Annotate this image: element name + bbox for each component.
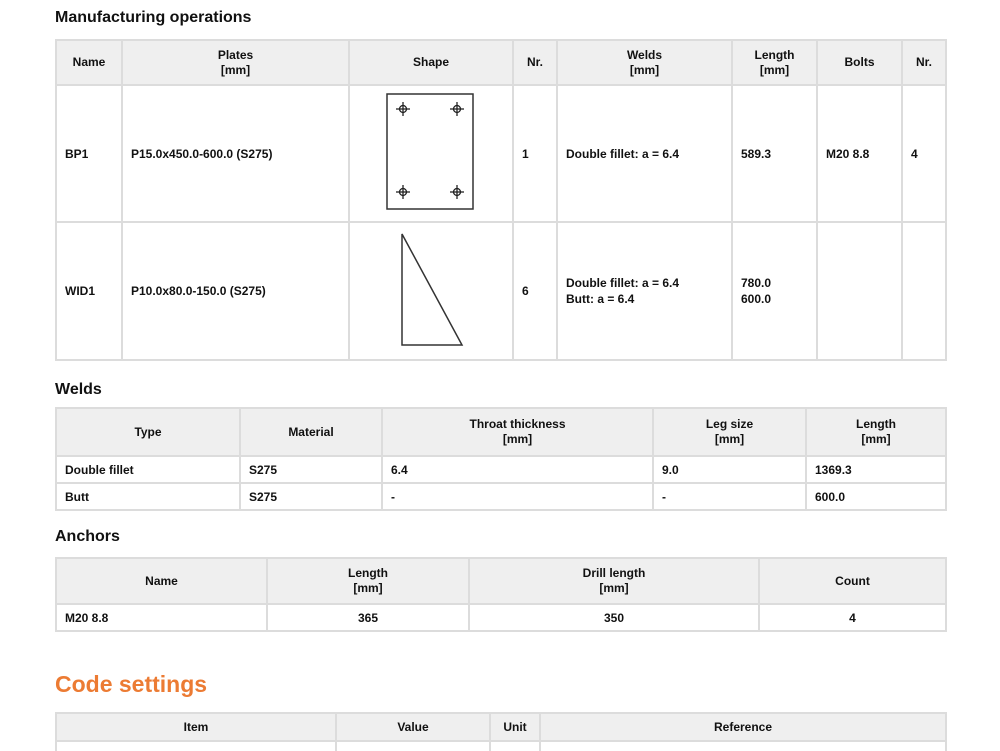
manufacturing-header-row [56, 40, 946, 85]
bolt-count: 4 [902, 85, 946, 222]
col-header-welds-line: [mm] [629, 62, 660, 77]
welds-title: Welds [55, 381, 102, 398]
welds-header-row [56, 408, 946, 456]
col-header-unit: Unit [490, 713, 540, 741]
table-row [56, 222, 946, 360]
weld-line: Double fillet: a = 6.4 [566, 146, 680, 161]
col-header-bolt-nr: Nr. [902, 40, 946, 85]
anchors-table [55, 557, 947, 632]
col-header-weld-length [806, 408, 946, 456]
triangle-plate-shape-icon [396, 232, 466, 348]
anchor-name: M20 8.8 [56, 604, 267, 631]
col-header-type: Type [56, 408, 240, 456]
weld-line: Butt: a = 6.4 [566, 292, 635, 306]
col-header-bolts: Bolts [817, 40, 902, 85]
col-header-leg-line: [mm] [714, 432, 745, 446]
col-header-length-line: [mm] [759, 62, 790, 77]
length-line: 780.0 [741, 276, 772, 290]
plate-name: BP1 [56, 85, 122, 222]
col-header-weld-length-line: Length [856, 417, 896, 431]
anchor-drill-length: 350 [469, 604, 759, 631]
anchors-title: Anchors [55, 528, 120, 545]
weld-line: Double fillet: a = 6.4 [566, 276, 680, 290]
length-line: 589.3 [741, 146, 772, 161]
col-header-anchor-length [267, 558, 469, 604]
code-settings-title: Code settings [55, 671, 208, 697]
col-header-throat-line: Throat thickness [469, 417, 566, 431]
weld-spec [557, 85, 732, 222]
col-header-leg-line: Leg size [705, 417, 754, 431]
table-row [56, 604, 946, 631]
plate-spec: P15.0x450.0-600.0 (S275) [122, 85, 349, 222]
weld-material: S275 [240, 456, 382, 483]
col-header-length [732, 40, 817, 85]
col-header-throat [382, 408, 653, 456]
manufacturing-table [55, 39, 947, 361]
weld-spec [557, 222, 732, 360]
col-header-drill-length [469, 558, 759, 604]
col-header-count: Count [759, 558, 946, 604]
col-header-anchor-length-line: [mm] [353, 581, 383, 595]
table-row [56, 483, 946, 510]
col-header-value: Value [336, 713, 490, 741]
weld-total-length: 1369.3 [806, 456, 946, 483]
col-header-item: Item [56, 713, 336, 741]
plate-shape-cell [349, 85, 513, 222]
col-header-welds-line: Welds [626, 47, 663, 62]
col-header-plates [122, 40, 349, 85]
col-header-throat-line: [mm] [502, 432, 533, 446]
col-header-reference: Reference [540, 713, 946, 741]
plate-name: WID1 [56, 222, 122, 360]
bolt-spec [817, 222, 902, 360]
weld-type: Double fillet [56, 456, 240, 483]
table-row [56, 741, 946, 751]
manufacturing-title: Manufacturing operations [55, 9, 252, 26]
weld-length [732, 85, 817, 222]
anchor-count: 4 [759, 604, 946, 631]
col-header-drill-length-line: [mm] [599, 581, 629, 595]
code-settings-table [55, 712, 947, 751]
weld-throat: 6.4 [382, 456, 653, 483]
col-header-weld-length-line: [mm] [861, 432, 891, 446]
bolt-spec: M20 8.8 [817, 85, 902, 222]
col-header-length-line: Length [754, 47, 795, 62]
rectangle-plate-shape-icon [386, 93, 476, 211]
anchors-header-row [56, 558, 946, 604]
col-header-anchor-length-line: Length [348, 566, 388, 580]
plate-count: 6 [513, 222, 557, 360]
col-header-plates-line: Plates [217, 47, 254, 62]
table-row [56, 85, 946, 222]
plate-shape-cell [349, 222, 513, 360]
weld-leg: 9.0 [653, 456, 806, 483]
welds-table [55, 407, 947, 511]
col-header-name: Name [56, 40, 122, 85]
plate-count: 1 [513, 85, 557, 222]
code-settings-header-row [56, 713, 946, 741]
weld-throat: - [382, 483, 653, 510]
weld-leg: - [653, 483, 806, 510]
plate-spec: P10.0x80.0-150.0 (S275) [122, 222, 349, 360]
col-header-plates-line: [mm] [220, 62, 251, 77]
bolt-count [902, 222, 946, 360]
weld-total-length: 600.0 [806, 483, 946, 510]
col-header-material: Material [240, 408, 382, 456]
col-header-leg [653, 408, 806, 456]
col-header-drill-length-line: Drill length [582, 566, 646, 580]
col-header-anchor-name: Name [56, 558, 267, 604]
table-row [56, 456, 946, 483]
weld-length [732, 222, 817, 360]
col-header-shape: Shape [349, 40, 513, 85]
col-header-nr: Nr. [513, 40, 557, 85]
weld-material: S275 [240, 483, 382, 510]
col-header-welds [557, 40, 732, 85]
anchor-length: 365 [267, 604, 469, 631]
length-line: 600.0 [741, 292, 772, 306]
weld-type: Butt [56, 483, 240, 510]
